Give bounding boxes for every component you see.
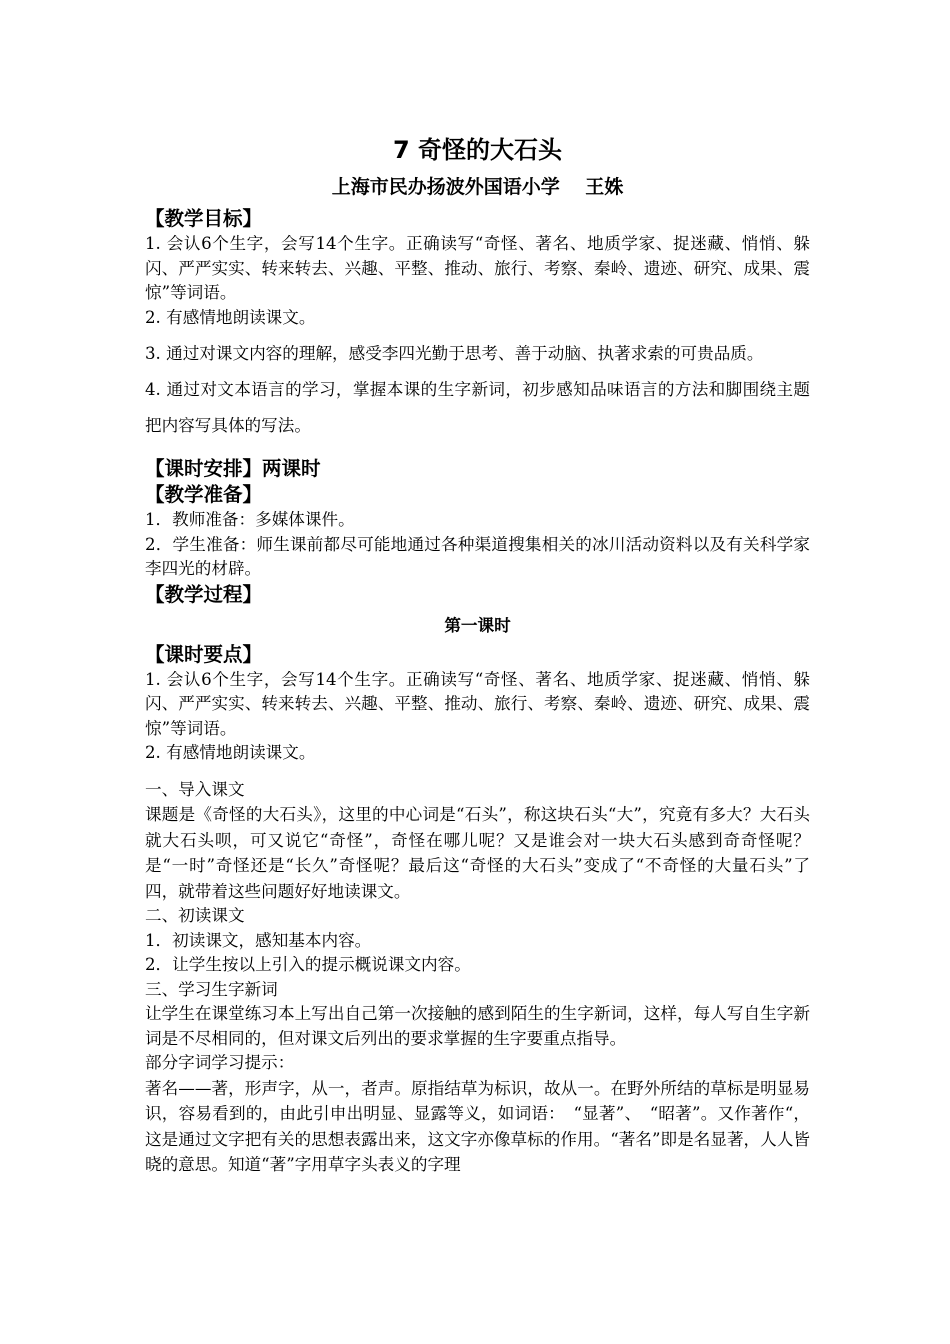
vocab-hint-label: 部分字词学习提示： — [145, 1053, 295, 1072]
section-vocab-title: 三、学习生字新词 — [145, 979, 278, 999]
prep-heading: 【教学准备】 — [145, 483, 263, 506]
goals-heading: 【教学目标】 — [145, 207, 263, 230]
keypoint-item-2: 2. 有感情地朗读课文。 — [145, 743, 316, 762]
vocab-hint-text: 著名——著，形声字，从一，者声。原指结草为标识，故从一。在野外所结的草标是明显易识，容易看到的，由此引申出明显、显露等义，如词语： “显著”、 “昭著”。又作著作“，这是通过文字把有关的思想表露出来，这文字亦像草标的作用。“著名”即是名显著，人人皆晓的意思。知道“著”字用草字头表义的字理 — [145, 1078, 810, 1174]
goal-item-1: 1. 会认6个生字，会写14个生字。正确读写“奇怪、著名、地质学家、捉迷藏、悄悄、躲闪、严严实实、转来转去、兴趣、平整、推动、旅行、考察、秦岭、遗迹、研究、成果、震惊”等词语。 — [145, 234, 810, 302]
prep-item-2: 2．学生准备：师生课前都尽可能地通过各种渠道搜集相关的冰川活动资料以及有关科学家李四光的材辟。 — [145, 534, 810, 578]
goal-item-4: 4. 通过对文本语言的学习，掌握本课的生字新词，初步感知品味语言的方法和脚围绕主题把内容写具体的写法。 — [145, 380, 810, 435]
author-line: 上海市民办扬波外国语小学 王姝 — [331, 176, 624, 198]
prep-item-1: 1．教师准备：多媒体课件。 — [145, 510, 355, 529]
section-first-read-item-1: 1．初读课文，感知基本内容。 — [145, 930, 372, 950]
goal-item-3: 3. 通过对课文内容的理解，感受李四光勤于思考、善于动脑、执著求索的可贵品质。 — [145, 344, 764, 363]
goal-item-2: 2. 有感情地朗读课文。 — [145, 307, 316, 327]
section-vocab-text: 让学生在课堂练习本上写出自己第一次接触的感到陌生的生字新词，这样，每人写自生字新词是不尽相同的，但对课文后列出的要求掌握的生字要重点指导。 — [145, 1004, 810, 1048]
lesson-one-title: 第一课时 — [444, 614, 511, 635]
keypoint-item-1: 1. 会认6个生字，会写14个生字。正确读写“奇怪、著名、地质学家、捉迷藏、悄悄、躲闪、严严实实、转来转去、兴趣、平整、推动、旅行、考察、秦岭、遗迹、研究、成果、震惊”等词语。 — [145, 669, 810, 738]
keypoints-heading: 【课时要点】 — [145, 642, 263, 666]
schedule-heading: 【课时安排】两课时 — [145, 457, 321, 480]
section-first-read-item-2: 2．让学生按以上引入的提示概说课文内容。 — [145, 955, 471, 974]
section-intro-text: 课题是《奇怪的大石头》，这里的中心词是“石头”，称这块石头“大”，究竟有多大？大石头就大石头呗，可又说它“奇怪”，奇怪在哪儿呢？又是谁会对一块大石头感到奇奇怪呢？是“一时”奇怪还是“长久”奇怪呢？最后这“奇怪的大石头”变成了“不奇怪的大量石头”了四，就带着这些问题好好地读课文。 — [145, 805, 810, 901]
process-heading: 【教学过程】 — [145, 582, 263, 606]
document-title: 7 奇怪的大石头 — [392, 136, 563, 164]
section-first-read-title: 二、初读课文 — [145, 906, 245, 925]
document-page — [145, 130, 810, 1178]
section-intro-title: 一、导入课文 — [145, 779, 245, 799]
